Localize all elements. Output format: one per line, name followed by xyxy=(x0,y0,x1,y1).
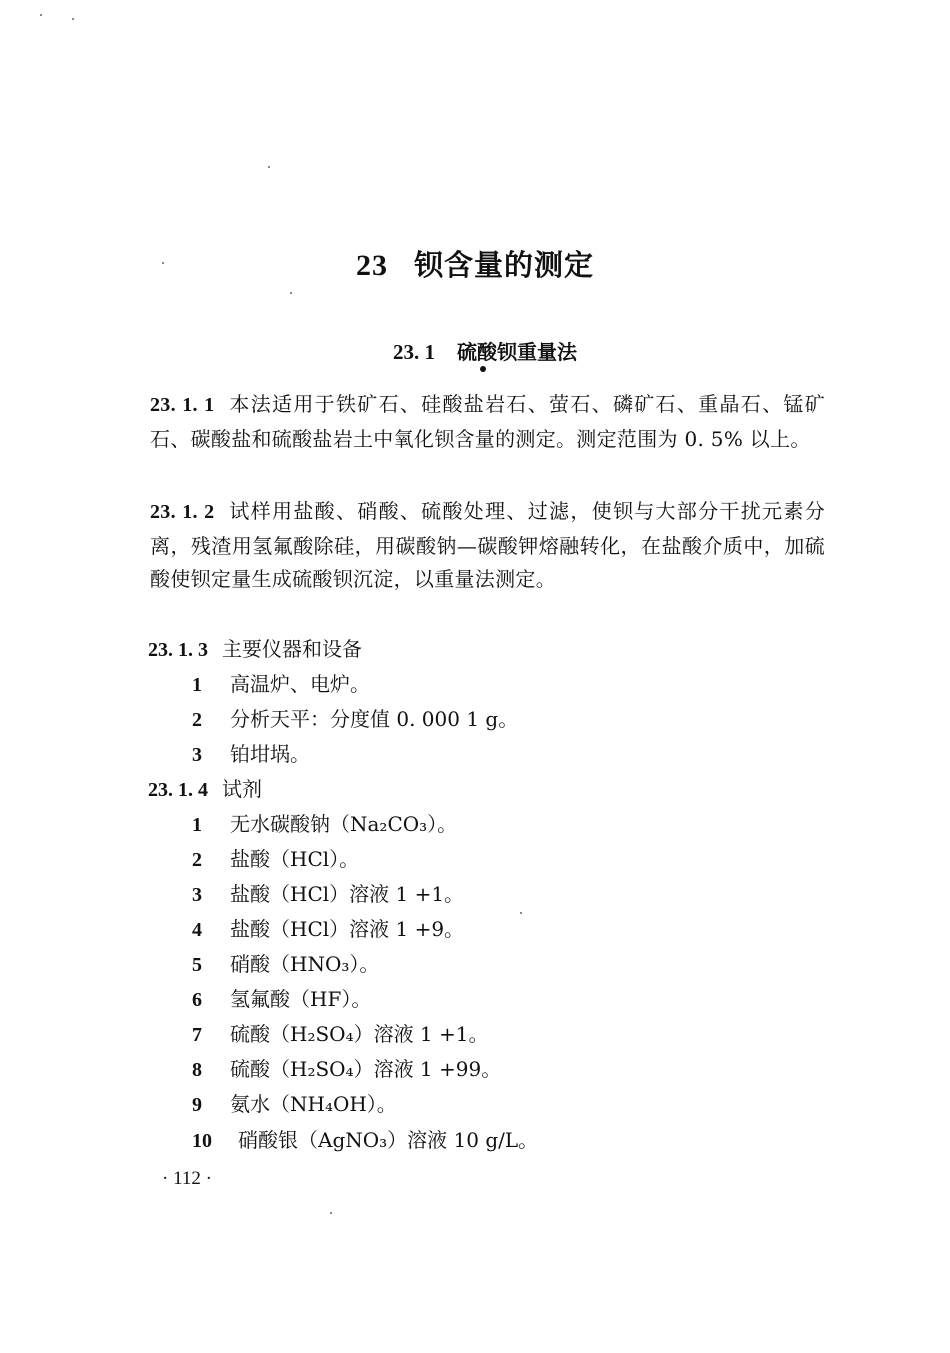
section-number: 23. 1 xyxy=(393,340,435,364)
scan-speck xyxy=(520,912,522,914)
item-text: 盐酸（HCl）溶液 1 +1。 xyxy=(230,882,465,906)
scan-speck xyxy=(290,292,292,294)
paragraph-23-1-2 xyxy=(150,495,825,597)
item-number: 10 xyxy=(192,1130,212,1152)
section-title xyxy=(0,336,950,365)
item-number: 3 xyxy=(192,744,202,766)
chapter-number: 23 xyxy=(355,249,388,282)
item-number: 1 xyxy=(192,814,202,836)
heading-number: 23. 1. 4 xyxy=(148,779,208,801)
paragraph-number: 23. 1. 1 xyxy=(150,394,215,416)
reagents-heading xyxy=(148,773,262,807)
paragraph-text: 本法适用于铁矿石、硅酸盐岩石、萤石、磷矿石、重晶石、锰矿石、碳酸盐和硫酸盐岩土中氧化钡含量的测定。测定范围为 0. 5% 以上。 xyxy=(150,392,825,451)
item-text: 铂坩埚。 xyxy=(230,742,310,766)
paragraph-number: 23. 1. 2 xyxy=(150,501,215,523)
chapter-title-text: 钡含量的测定 xyxy=(413,248,594,282)
scan-speck xyxy=(40,14,42,16)
item-text: 分析天平：分度值 0. 000 1 g。 xyxy=(230,707,519,731)
scan-speck xyxy=(72,18,74,20)
page-number: · 112 · xyxy=(162,1168,212,1189)
item-text: 硝酸（HNO₃）。 xyxy=(230,952,380,976)
reagent-item xyxy=(192,878,464,912)
reagent-item xyxy=(192,913,464,947)
reagent-item xyxy=(192,1088,397,1122)
reagent-item xyxy=(192,1053,501,1087)
reagent-item xyxy=(192,983,371,1017)
item-number: 9 xyxy=(192,1094,202,1116)
item-number: 2 xyxy=(192,849,202,871)
item-text: 氢氟酸（HF）。 xyxy=(230,987,372,1011)
reagent-item xyxy=(192,1124,538,1158)
chapter-title xyxy=(0,243,950,284)
item-number: 1 xyxy=(192,674,202,696)
item-text: 高温炉、电炉。 xyxy=(230,672,370,696)
paragraph-23-1-1 xyxy=(150,388,825,456)
item-text: 盐酸（HCl）。 xyxy=(230,847,360,871)
item-text: 盐酸（HCl）溶液 1 +9。 xyxy=(230,917,465,941)
heading-text: 试剂 xyxy=(222,777,262,801)
bullet-dot xyxy=(480,366,486,372)
instrument-item xyxy=(192,668,370,702)
reagent-item xyxy=(192,948,379,982)
reagent-item xyxy=(192,808,457,842)
item-number: 8 xyxy=(192,1059,202,1081)
instruments-heading xyxy=(148,633,362,667)
instrument-item xyxy=(192,738,310,772)
item-number: 3 xyxy=(192,884,202,906)
section-title-text: 硫酸钡重量法 xyxy=(457,340,577,364)
item-text: 硝酸银（AgNO₃）溶液 10 g/L。 xyxy=(238,1128,539,1152)
paragraph-text: 试样用盐酸、硝酸、硫酸处理、过滤，使钡与大部分干扰元素分离，残渣用氢氟酸除硅，用碳酸钠—碳酸钾熔融转化，在盐酸介质中，加硫酸使钡定量生成硫酸钡沉淀，以重量法测定。 xyxy=(150,499,825,591)
item-number: 6 xyxy=(192,989,202,1011)
heading-text: 主要仪器和设备 xyxy=(222,637,362,661)
instrument-item xyxy=(192,703,518,737)
item-text: 硫酸（H₂SO₄）溶液 1 +99。 xyxy=(230,1057,502,1081)
scan-speck xyxy=(162,262,164,264)
item-number: 7 xyxy=(192,1024,202,1046)
scan-speck xyxy=(330,1212,332,1214)
item-number: 2 xyxy=(192,709,202,731)
item-number: 5 xyxy=(192,954,202,976)
item-text: 无水碳酸钠（Na₂CO₃）。 xyxy=(230,812,458,836)
reagent-item xyxy=(192,843,359,877)
reagent-item xyxy=(192,1018,489,1052)
item-number: 4 xyxy=(192,919,202,941)
heading-number: 23. 1. 3 xyxy=(148,639,208,661)
scan-speck xyxy=(268,166,270,168)
item-text: 硫酸（H₂SO₄）溶液 1 +1。 xyxy=(230,1022,489,1046)
item-text: 氨水（NH₄OH）。 xyxy=(230,1092,397,1116)
